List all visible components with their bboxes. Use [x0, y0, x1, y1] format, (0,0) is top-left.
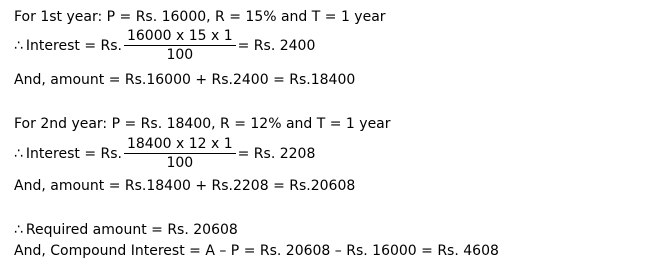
year2-fraction-denominator: 100 — [166, 155, 194, 171]
year1-interest-fraction — [124, 28, 236, 63]
therefore-symbol: ∴ — [14, 37, 23, 54]
year1-interest-prefix: Interest = Rs. — [25, 37, 122, 54]
year1-fraction-numerator: 16000 x 15 x 1 — [124, 28, 236, 46]
year1-interest-row — [14, 28, 315, 63]
required-amount-line — [14, 222, 238, 239]
year2-amount-line: And, amount = Rs.18400 + Rs.2208 = Rs.20608 — [14, 178, 356, 194]
year1-fraction-denominator: 100 — [166, 47, 194, 63]
required-amount-text: Required amount = Rs. 20608 — [25, 222, 238, 238]
year2-interest-prefix: Interest = Rs. — [25, 145, 122, 162]
year2-interest-fraction — [124, 136, 236, 171]
year2-interest-row — [14, 136, 315, 171]
year2-interest-result: = Rs. 2208 — [237, 145, 316, 162]
year1-amount-line: And, amount = Rs.16000 + Rs.2400 = Rs.18400 — [14, 72, 356, 88]
compound-interest-line: And, Compound Interest = A – P = Rs. 20608 – Rs. 16000 = Rs. 4608 — [14, 243, 499, 259]
solution-document — [14, 0, 654, 277]
year1-interest-result: = Rs. 2400 — [237, 37, 316, 54]
year2-fraction-numerator: 18400 x 12 x 1 — [124, 136, 236, 154]
therefore-symbol: ∴ — [14, 145, 23, 162]
therefore-symbol: ∴ — [14, 222, 23, 238]
year2-given-line: For 2nd year: P = Rs. 18400, R = 12% and T = 1 year — [14, 116, 391, 132]
year1-given-line: For 1st year: P = Rs. 16000, R = 15% and T = 1 year — [14, 9, 386, 25]
